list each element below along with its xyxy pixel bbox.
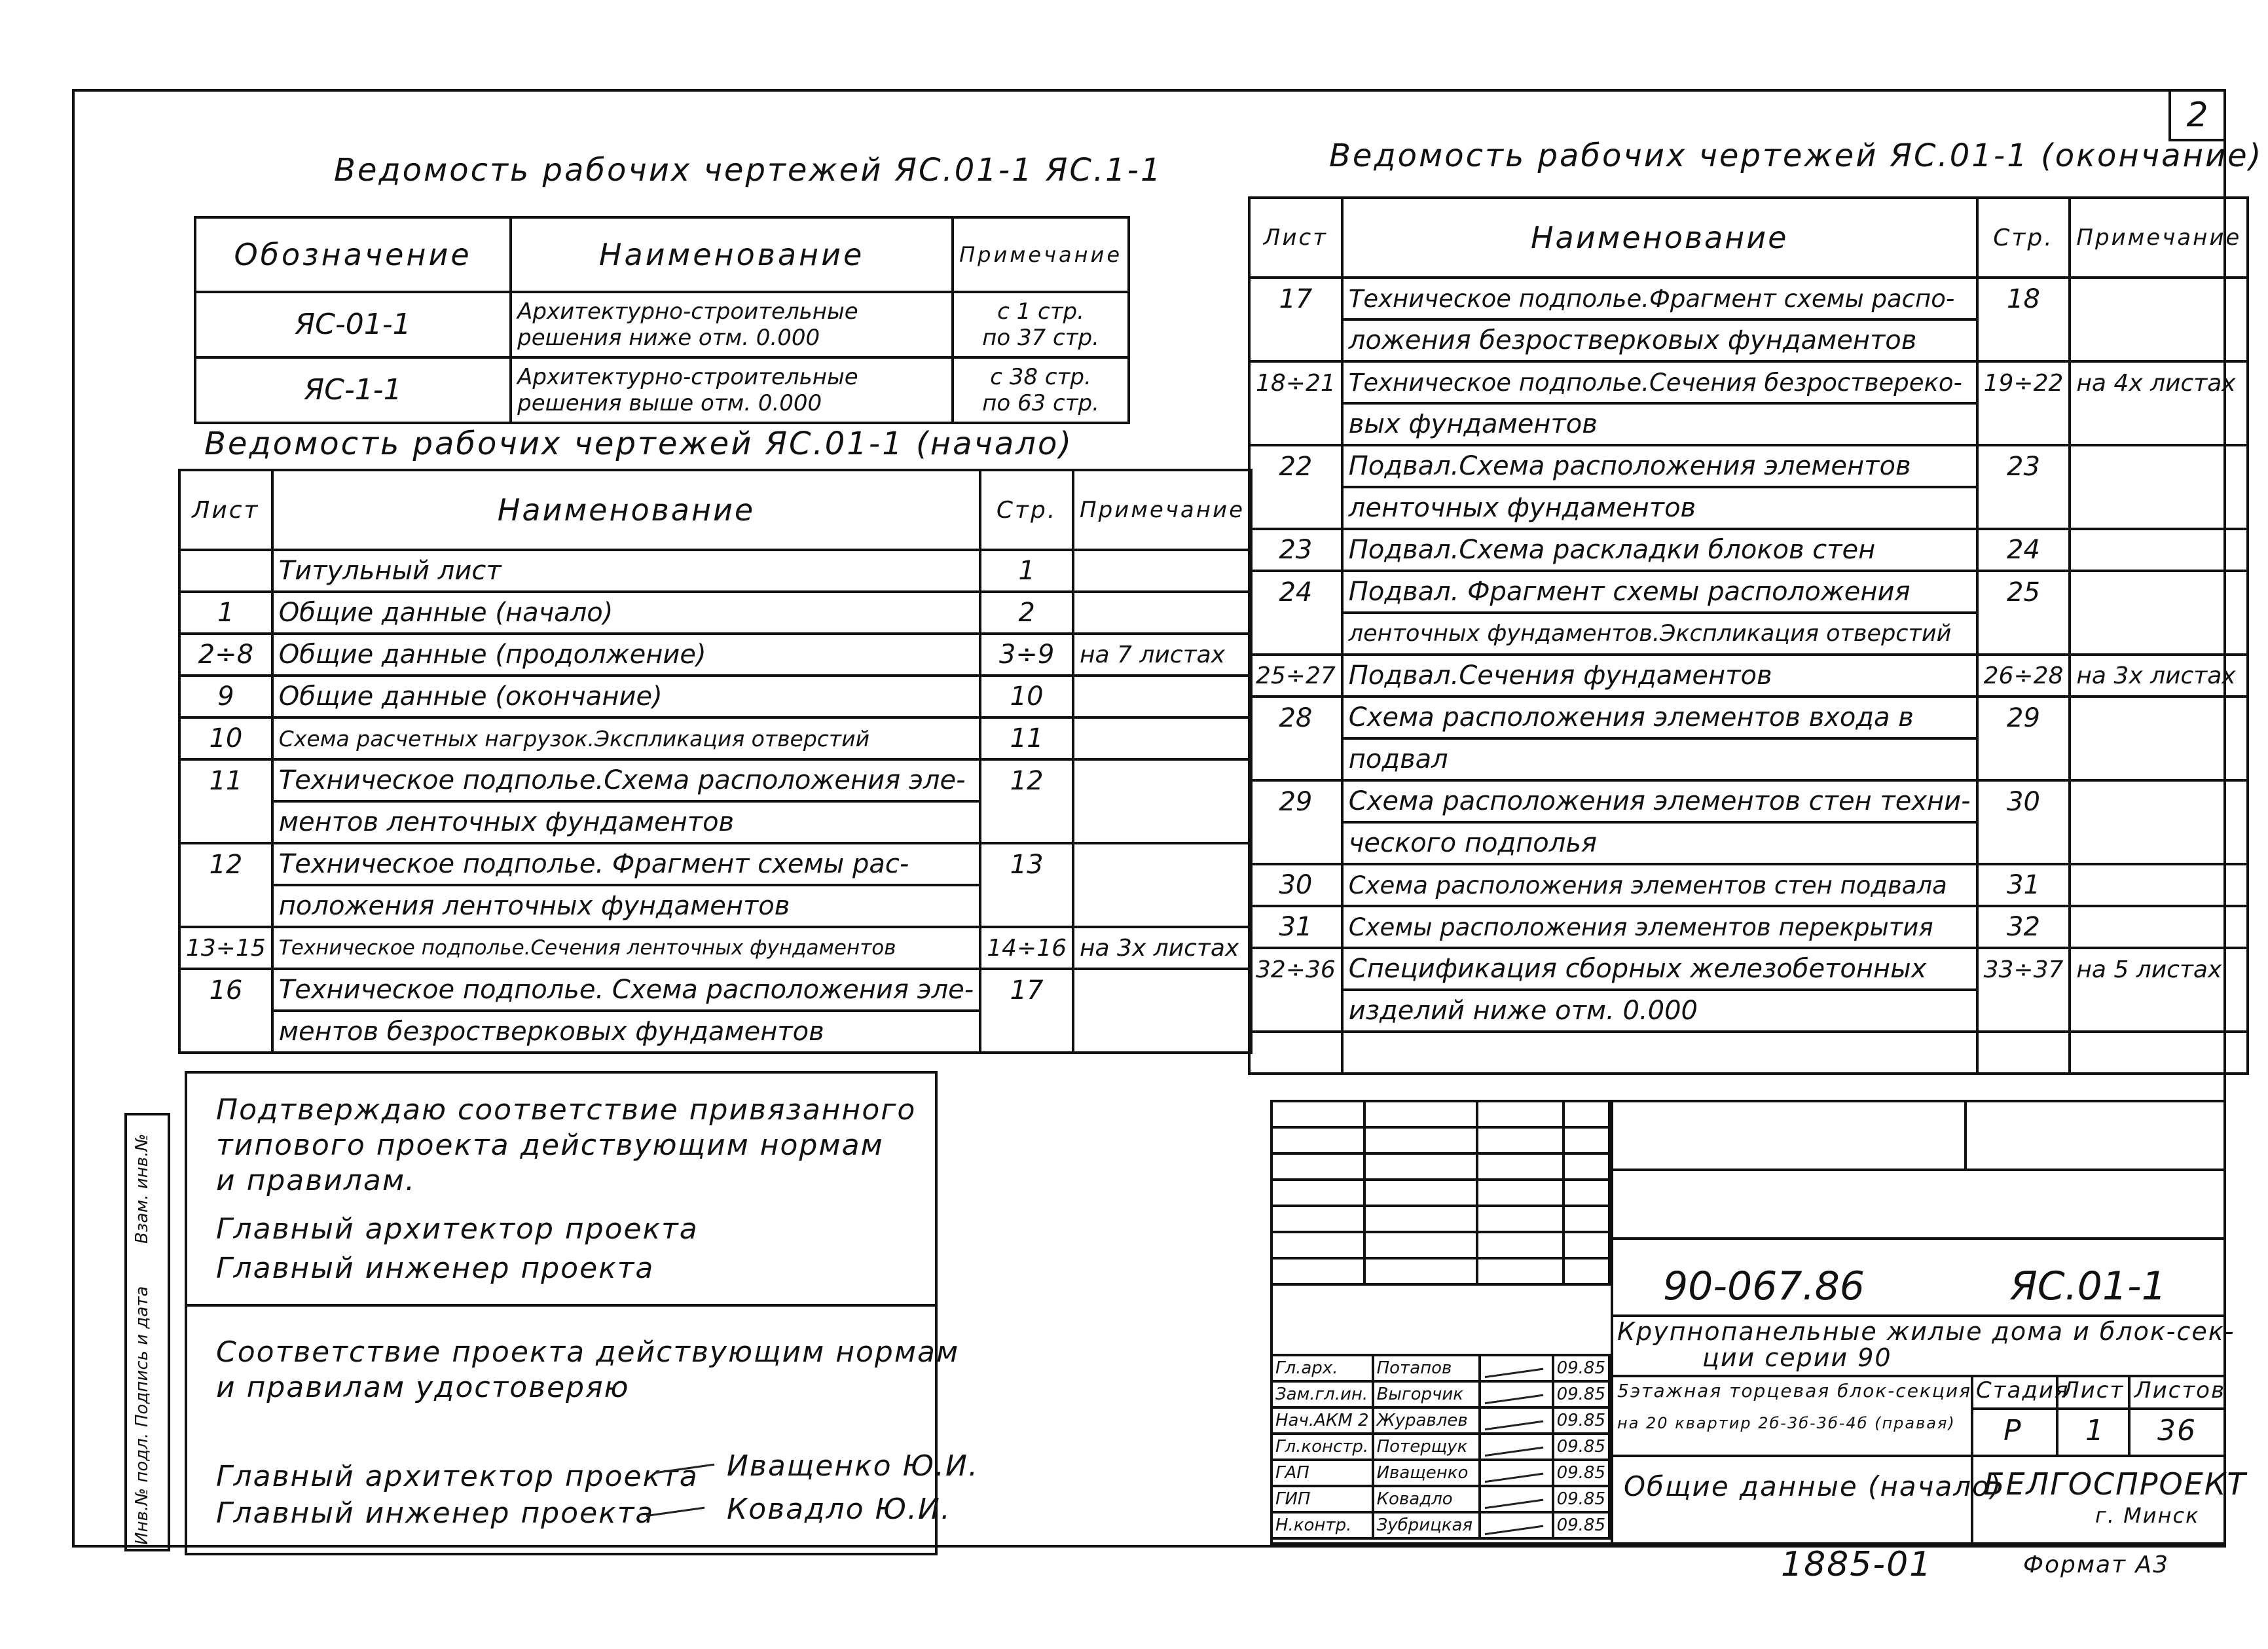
table-row: Гл.констр. Потерщук 09.85 (1271, 1434, 1609, 1460)
certify-line-2: и правилам удостоверяю (216, 1371, 630, 1404)
stamp-divider (1611, 1169, 2226, 1171)
side-label-inv: Инв.№ подл. (132, 1432, 152, 1545)
col-name: Наименование (511, 217, 953, 292)
organization-city: г. Минск (2095, 1503, 2200, 1528)
sheet-value: 1 (2085, 1414, 2105, 1447)
table-row: 2÷8 Общие данные (продолжение) 3÷9 на 7 листах (179, 634, 1251, 676)
table-row: Зам.гл.ин. Выгорчик 09.85 (1271, 1381, 1609, 1407)
side-label-sign: Подпись и дата (132, 1286, 152, 1427)
table-row: 10 Схема расчетных нагрузок.Экспликация отверстий 11 (179, 717, 1251, 759)
cell-note: по 37 стр. (982, 325, 1099, 351)
confirm-line-2: типового проекта действующим нормам (216, 1129, 884, 1162)
table-row: ментов ленточных фундаментов (179, 801, 1251, 843)
stamp-revisions (1270, 1100, 1611, 1286)
cell-note: по 63 стр. (982, 390, 1099, 416)
sheet-number: 2 (2168, 92, 2223, 141)
col-sheet: Лист (1249, 198, 1342, 278)
table-row: 23 Подвал.Схема раскладки блоков стен 24 (1249, 529, 2248, 571)
certify-chief-architect: Главный архитектор проекта (216, 1460, 699, 1493)
table-row: ментов безростверковых фундаментов (179, 1011, 1251, 1053)
cell-note: с 38 стр. (990, 364, 1091, 390)
table-row: Гл.арх. Потапов 09.85 (1271, 1355, 1609, 1381)
table-row: 11 Техническое подполье.Схема расположения эле- 12 (179, 759, 1251, 801)
stamp-divider (1971, 1455, 2226, 1457)
certify-architect-name: Иващенко Ю.И. (727, 1449, 979, 1483)
cell-name: Архитектурно-строительные (517, 364, 858, 390)
table-row: ленточных фундаментов (1249, 487, 2248, 529)
signature-icon (1482, 1432, 1543, 1457)
stage-value: Р (2003, 1414, 2022, 1447)
table-row: 29 Схема расположения элементов стен техни- 30 (1249, 780, 2248, 822)
table-row: ленточных фундаментов.Экспликация отверстий (1249, 613, 2248, 655)
table-row: 28 Схема расположения элементов входа в 29 (1249, 697, 2248, 738)
col-designation: Обозначение (195, 217, 511, 292)
signature-icon (1482, 1511, 1543, 1535)
cell-note: с 1 стр. (997, 299, 1084, 325)
col-note: Примечание (953, 217, 1129, 292)
signature-icon (1482, 1406, 1543, 1430)
section-line-1: 5этажная торцевая блок-секция (1617, 1380, 1971, 1402)
certify-engineer-name: Ковадло Ю.И. (727, 1493, 951, 1526)
stamp-divider (1611, 1375, 2226, 1377)
organization: БЕЛГОСПРОЕКТ (1984, 1466, 2247, 1502)
table-row: 17 Техническое подполье.Фрагмент схемы распо- 18 (1249, 278, 2248, 319)
table2-title: Ведомость рабочих чертежей ЯС.01-1 (начало) (204, 426, 1074, 462)
certify-line-1: Соответствие проекта действующим нормам (216, 1335, 960, 1369)
sheet-header: Лист (2062, 1377, 2125, 1404)
side-label-replace: Взам. инв.№ (132, 1133, 152, 1244)
table-row: 18÷21 Техническое подполье.Сечения безроствереко- 19÷22 на 4х листах (1249, 361, 2248, 403)
table-row: 13÷15 Техническое подполье.Сечения ленточных фундаментов 14÷16 на 3х листах (179, 927, 1251, 969)
certify-chief-engineer: Главный инженер проекта (216, 1496, 655, 1530)
cell-name: решения ниже отм. 0.000 (517, 325, 820, 351)
table-row: положения ленточных фундаментов (179, 885, 1251, 927)
table-row: 1 Общие данные (начало) 2 (179, 592, 1251, 634)
table-row: ГИП Ковадло 09.85 (1271, 1486, 1609, 1512)
col-name: Наименование (272, 470, 980, 550)
col-name: Наименование (1342, 198, 1977, 278)
sheets-table-start (178, 469, 1253, 1054)
sheets-value: 36 (2157, 1414, 2197, 1447)
cell-code: ЯС-1-1 (195, 357, 511, 423)
cell-code: ЯС-01-1 (195, 292, 511, 357)
signature-icon (1482, 1459, 1543, 1483)
project-line-2: ции серии 90 (1702, 1343, 1892, 1372)
table-row: Н.контр. Зубрицкая 09.85 (1271, 1512, 1609, 1538)
project-line-1: Крупнопанельные жилые дома и блок-сек- (1617, 1317, 2235, 1346)
confirm-line-1: Подтверждаю соответствие привязанного (216, 1093, 917, 1127)
table-row: 12 Техническое подполье. Фрагмент схемы рас- 13 (179, 843, 1251, 885)
cell-name: решения выше отм. 0.000 (517, 390, 822, 416)
format-label: Формат А3 (2023, 1551, 2170, 1578)
stamp-people (1270, 1354, 1611, 1540)
table-row: ческого подполья (1249, 822, 2248, 864)
sheets-table-end (1248, 196, 2249, 1075)
documents-table (194, 216, 1130, 424)
table-row: 22 Подвал.Схема расположения элементов 23 (1249, 445, 2248, 487)
stage-header: Стадия (1976, 1377, 2070, 1404)
section-line-2: на 20 квартир 2б-3б-3б-4б (правая) (1617, 1414, 1956, 1432)
table-row: ложения безростверковых фундаментов (1249, 319, 2248, 361)
table-row: ГАП Иващенко 09.85 (1271, 1460, 1609, 1486)
stamp-divider (1964, 1100, 1967, 1169)
table3-title: Ведомость рабочих чертежей ЯС.01-1 (окончание) (1329, 137, 2263, 174)
table-row: вых фундаментов (1249, 403, 2248, 445)
col-note: Примечание (1073, 470, 1251, 550)
doc-code: ЯС.01-1 (2010, 1263, 2167, 1309)
table-row: 25÷27 Подвал.Сечения фундаментов 26÷28 на 3х листах (1249, 655, 2248, 697)
stamp-divider (1611, 1237, 2226, 1240)
table-row: 24 Подвал. Фрагмент схемы расположения 25 (1249, 571, 2248, 613)
table-row: 9 Общие данные (окончание) 10 (179, 676, 1251, 717)
table-row: 31 Схемы расположения элементов перекрытия 32 (1249, 906, 2248, 948)
table-row (1249, 1032, 2248, 1074)
signature-icon (1482, 1354, 1543, 1378)
table-row (195, 292, 1129, 357)
confirm-chief-architect: Главный архитектор проекта (216, 1212, 699, 1246)
inventory-number: 1885-01 (1781, 1545, 1933, 1584)
stamp-divider (1611, 1100, 1613, 1545)
confirm-line-3: и правилам. (216, 1164, 416, 1197)
table-row: подвал (1249, 738, 2248, 780)
col-note: Примечание (2070, 198, 2248, 278)
sheets-header: Листов (2134, 1377, 2226, 1404)
table-row: Титульный лист 1 (179, 550, 1251, 592)
sheet-title: Общие данные (начало) (1624, 1470, 2003, 1502)
col-page: Стр. (980, 470, 1073, 550)
col-sheet: Лист (179, 470, 272, 550)
signature-icon (1482, 1485, 1543, 1509)
table-row: 32÷36 Спецификация сборных железобетонных 33÷37 на 5 листах (1249, 948, 2248, 990)
doc-number: 90-067.86 (1663, 1263, 1865, 1309)
table-row: Нач.АКМ 2 Журавлев 09.85 (1271, 1407, 1609, 1434)
stamp-divider (1971, 1407, 2226, 1410)
signature-icon (1482, 1380, 1543, 1404)
stamp-divider (2128, 1375, 2131, 1455)
table-row (195, 357, 1129, 423)
confirm-chief-engineer: Главный инженер проекта (216, 1252, 655, 1285)
table-row: 16 Техническое подполье. Схема расположения эле- 17 (179, 969, 1251, 1011)
table1-title: Ведомость рабочих чертежей ЯС.01-1 ЯС.1-1 (334, 152, 1163, 189)
col-page: Стр. (1977, 198, 2070, 278)
stamp-divider (1611, 1455, 1971, 1457)
cell-name: Архитектурно-строительные (517, 299, 858, 325)
table-row: изделий ниже отм. 0.000 (1249, 990, 2248, 1032)
table-row: 30 Схема расположения элементов стен подвала 31 (1249, 864, 2248, 906)
